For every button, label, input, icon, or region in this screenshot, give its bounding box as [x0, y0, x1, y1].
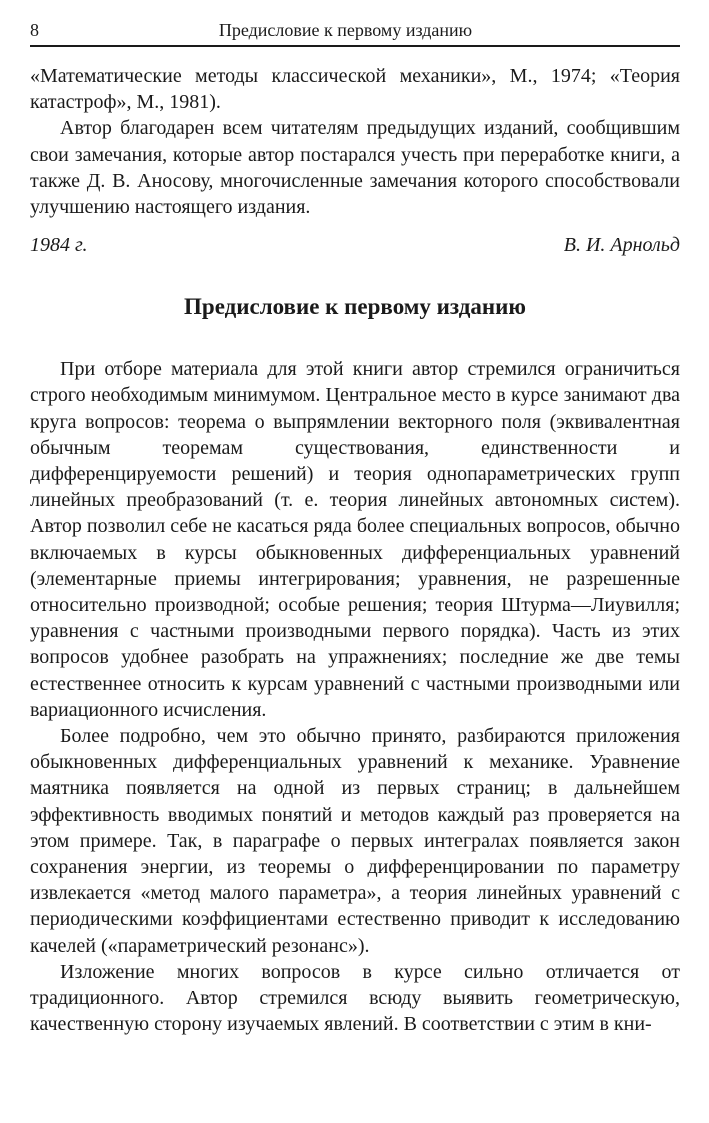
book-page — [30, 16, 680, 1038]
acknowledgement-paragraph: Автор благодарен всем читателям предыдущих изданий, сообщившим свои замечания, которые автор постарался учесть при переработке книги, а также Д. В. Аносову, многочисленные замечания которого способствовали улучшению настоящего издания. — [30, 117, 680, 219]
page-number: 8 — [30, 20, 39, 40]
preface-date: 1984 г. — [30, 234, 88, 257]
section-body — [30, 356, 680, 1037]
preface-author: В. И. Арнольд — [563, 234, 680, 257]
section-heading: Предисловие к первому изданию — [184, 294, 526, 320]
preface-continuation — [30, 63, 680, 258]
body-paragraph: Изложение многих вопросов в курсе сильно отличается от традиционного. Автор стремился всюду выявить геометрическую, качественную сторону изучаемых явлений. В соответствии с этим в кни- — [30, 960, 680, 1036]
continuation-paragraph: «Математические методы классической механики», М., 1974; «Теория катастроф», М., 1981). — [30, 65, 680, 114]
running-title: Предисловие к первому изданию — [218, 20, 473, 40]
body-paragraph: Более подробно, чем это обычно принято, разбираются приложения обыкновенных дифференциальных уравнений к механике. Уравнение маятника появляется на одной из первых страниц; в дальнейшем эффективность вводимых понятий и методов каждый раз проверяется на этом примере. Так, в параграфе о первых интегралах появляется закон сохранения энергии, из теоремы о дифференцировании по параметру извлекается «метод малого параметра», а теория линейных уравнений с периодическими коэффициентами естественно приводит к исследованию качелей («параметрический резонанс»). — [30, 725, 680, 957]
running-header — [30, 16, 680, 47]
signature-line — [30, 232, 680, 258]
body-paragraph: При отборе материала для этой книги автор стремился ограничиться строго необходимым минимумом. Центральное место в курсе занимают два круга вопросов: теорема о выпрямлении векторного поля (эквивалентная обычным теоремам существования, единственности и дифференцируемости решений) и теория однопараметрических групп линейных преобразований (т. е. теория линейных автономных систем). Автор позволил себе не касаться ряда более специальных вопросов, обычно включаемых в курсы обыкновенных дифференциальных уравнений (элементарные приемы интегрирования; уравнения, не разрешенные относительно производной; особые решения; теория Штурма—Лиувилля; уравнения с частными производными первого порядка). Часть из этих вопросов удобнее разобрать на упражнениях; последние же две темы естественнее относить к курсам уравнений с частными производными или вариационного исчисления. — [30, 358, 680, 721]
